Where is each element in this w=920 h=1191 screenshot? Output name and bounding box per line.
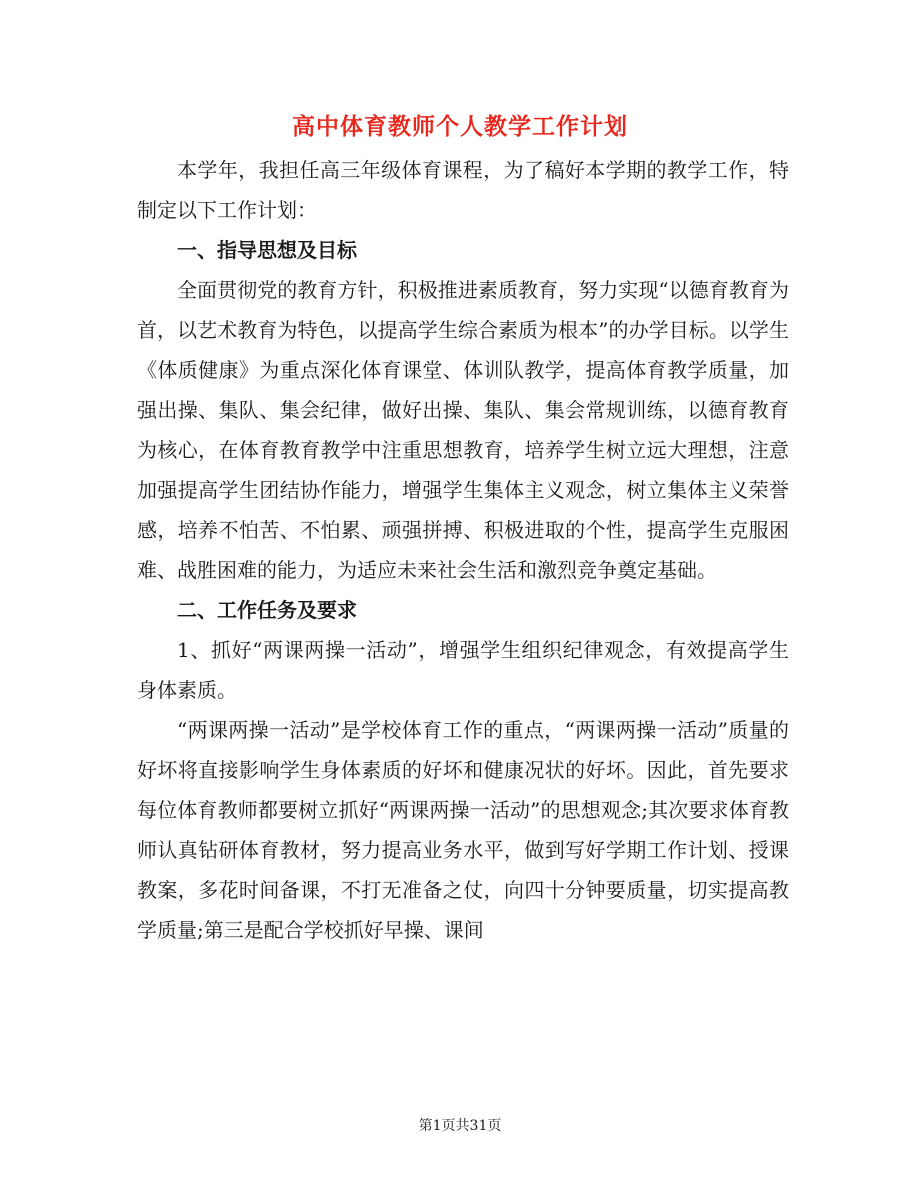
document-title: 高中体育教师个人教学工作计划 (292, 113, 628, 140)
document-body (137, 150, 789, 950)
body-paragraph: 全面贯彻党的教育方针，积极推进素质教育，努力实现“以德育教育为首，以艺术教育为特色，以提高学生综合素质为根本”的办学目标。以学生《体质健康》为重点深化体育课堂、体训队教学，提高体育教学质量，加强出操、集队、集会纪律，做好出操、集队、集会常规训练，以德育教育为核心，在体育教育教学中注重思想教育，培养学生树立远大理想，注意加强提高学生团结协作能力，增强学生集体主义观念，树立集体主义荣誉感，培养不怕苦、不怕累、顽强拼搏、积极进取的个性，提高学生克服困难、战胜困难的能力，为适应未来社会生活和激烈竞争奠定基础。 (137, 278, 789, 582)
section-heading: 二、工作任务及要求 (177, 598, 357, 622)
body-paragraph: 1、抓好“两课两操一活动”，增强学生组织纪律观念，有效提高学生身体素质。 (137, 638, 789, 702)
page-number-footer: 第1页共31页 (418, 1118, 502, 1134)
intro-paragraph: 本学年，我担任高三年级体育课程，为了稿好本学期的教学工作，特制定以下工作计划： (137, 158, 789, 222)
body-paragraph: “两课两操一活动”是学校体育工作的重点，“两课两操一活动”质量的好坏将直接影响学生身体素质的好坏和健康况状的好坏。因此，首先要求每位体育教师都要树立抓好“两课两操一活动”的思想观念;其次要求体育教师认真钻研体育教材，努力提高业务水平，做到写好学期工作计划、授课教案，多花时间备课，不打无准备之仗，向四十分钟要质量，切实提高教学质量;第三是配合学校抓好早操、课间 (137, 718, 789, 942)
section-heading: 一、指导思想及目标 (177, 238, 357, 262)
